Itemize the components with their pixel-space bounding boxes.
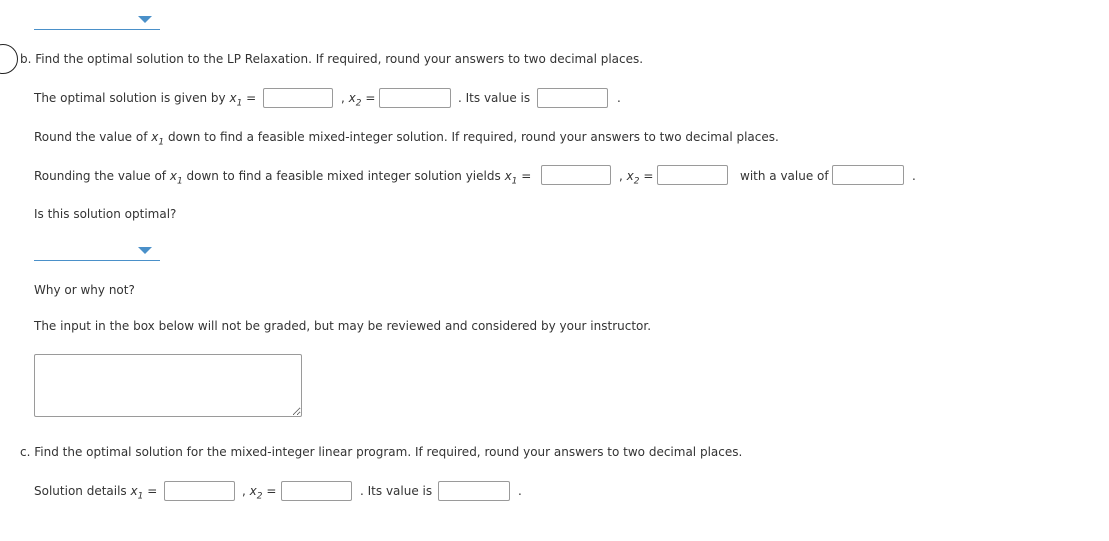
- mip-x1-input[interactable]: [164, 481, 235, 501]
- lp-x1-input[interactable]: [263, 88, 333, 108]
- rounded-x1-input[interactable]: [541, 165, 611, 185]
- part-c-heading: c. Find the optimal solution for the mixed-integer linear program. If required, round your answers to two decimal places.: [20, 445, 743, 459]
- question-marker: [0, 44, 18, 74]
- instructor-note: The input in the box below will not be graded, but may be reviewed and considered by your instructor.: [34, 319, 652, 333]
- rounded-x2-label: , $x_2$ =: [619, 169, 654, 187]
- chevron-down-icon: [138, 247, 152, 254]
- lp-value-input[interactable]: [537, 88, 608, 108]
- rounding-label: Rounding the value of $x_1$ down to find a feasible mixed integer solution yields $x_1$ =: [34, 169, 532, 187]
- why-question: Why or why not?: [34, 283, 135, 297]
- mip-x2-input[interactable]: [281, 481, 352, 501]
- period: .: [617, 91, 621, 105]
- rounded-x2-input[interactable]: [657, 165, 728, 185]
- its-value-label: . Its value is: [360, 484, 433, 498]
- optimal-solution-label: The optimal solution is given by $x_1$ =: [34, 91, 257, 109]
- rounded-value-input[interactable]: [832, 165, 904, 185]
- x2-label: , $x_2$ =: [341, 91, 376, 109]
- solution-details-label: Solution details $x_1$ =: [34, 484, 158, 502]
- with-value-label: with a value of: [740, 169, 829, 183]
- part-b-heading: b. Find the optimal solution to the LP Relaxation. If required, round your answers to two decimal places.: [20, 52, 644, 66]
- round-instruction: Round the value of $x_1$ down to find a feasible mixed-integer solution. If required, round your answers to two decimal places.: [34, 130, 779, 148]
- period: .: [912, 169, 916, 183]
- is-optimal-dropdown[interactable]: [34, 244, 160, 261]
- is-optimal-question: Is this solution optimal?: [34, 207, 177, 221]
- why-textarea[interactable]: [34, 354, 302, 417]
- period: .: [518, 484, 522, 498]
- mip-value-input[interactable]: [438, 481, 510, 501]
- previous-answer-dropdown[interactable]: [34, 13, 160, 30]
- chevron-down-icon: [138, 16, 152, 23]
- its-value-label: . Its value is: [458, 91, 531, 105]
- mip-x2-label: , $x_2$ =: [242, 484, 277, 502]
- x1-symbol: $x_1$: [229, 91, 243, 109]
- lp-x2-input[interactable]: [379, 88, 451, 108]
